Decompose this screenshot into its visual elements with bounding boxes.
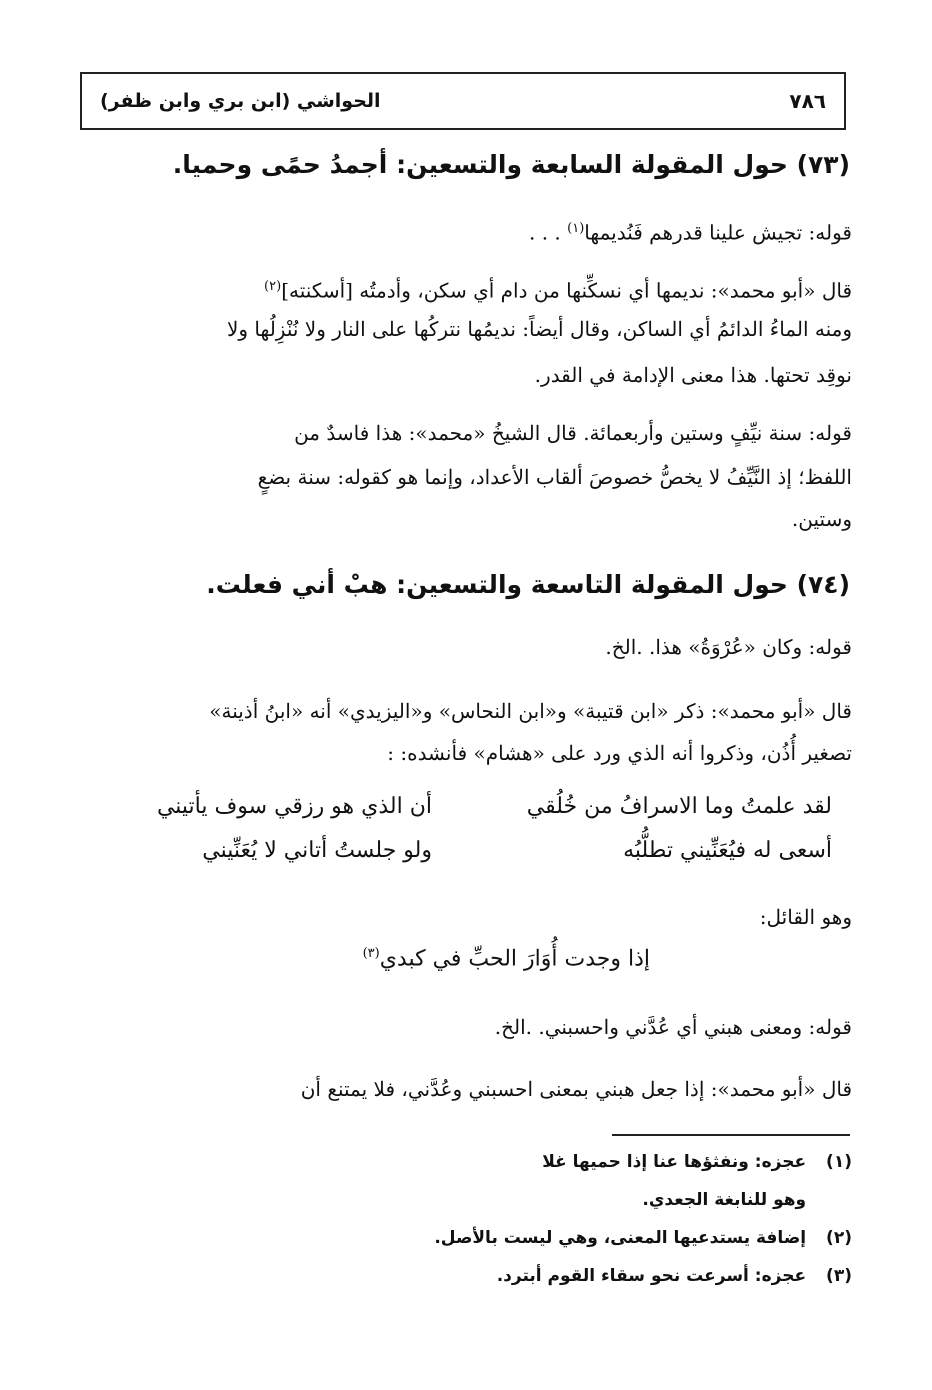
footnote-1 <box>82 1152 852 1172</box>
footnote-1-continued <box>82 1190 852 1210</box>
running-header <box>80 72 846 130</box>
paragraph-73-2-line3: نوقِد تحتها. هذا معنى الإدامة في القدر. <box>534 363 852 387</box>
verse-3-text: إذا وجدت أُوَارَ الحبِّ في كبدي <box>379 946 650 972</box>
footnote-ref-1: (١) <box>567 221 585 236</box>
verse-1-second-hemistich: أن الذي هو رزقي سوف يأتيني <box>156 794 432 819</box>
verse-line-1 <box>82 794 852 840</box>
paragraph-73-3-line3: وستين. <box>791 507 852 531</box>
paragraph-74-2-line1: قال «أبو محمد»: ذكر «ابن قتيبة» و«ابن النحاس» و«اليزيدي» أنه «ابنُ أذينة» <box>209 699 852 723</box>
verse-1-first-hemistich: لقد علمتُ وما الاسرافُ من خُلُقي <box>526 794 832 819</box>
paragraph-73-3-line1: قوله: سنة نيِّفٍ وستين وأربعمائة. قال الشيخُ «محمد»: هذا فاسدٌ من <box>294 421 852 445</box>
footnote-ref-3: (٣) <box>362 946 380 961</box>
verse-line-2 <box>82 838 852 884</box>
paragraph-74-1: قوله: وكان «عُرْوَةُ» هذا. .الخ. <box>605 635 852 659</box>
paragraph-74-2-line2: تصغير أُذُن، وذكروا أنه الذي ورد على «هشام» فأنشده: : <box>387 741 852 765</box>
paragraph-74-3: وهو القائل: <box>759 905 852 929</box>
section-heading-74: (٧٤) حول المقولة التاسعة والتسعين: هبْ أني فعلت. <box>206 570 850 599</box>
verse-2-first-hemistich: أسعى له فيُعَنِّيني تطلُّبُه <box>623 838 832 863</box>
verse-2-second-hemistich: ولو جلستُ أتاني لا يُعَنِّيني <box>202 838 432 863</box>
running-title: الحواشي (ابن بري وابن ظفر) <box>100 90 381 112</box>
paragraph-73-1 <box>82 206 852 256</box>
section-heading-73: (٧٣) حول المقولة السابعة والتسعين: أجمدُ حمًى وحميا. <box>172 150 850 179</box>
footnote-text: وهو للنابغة الجعدي. <box>642 1190 807 1210</box>
footnote-text: عجزه: أسرعت نحو سقاء القوم أبترد. <box>496 1266 807 1286</box>
footnote-text: إضافة يستدعيها المعنى، وهي ليست بالأصل. <box>434 1228 807 1248</box>
paragraph-74-5: قال «أبو محمد»: إذا جعل هبني بمعنى احسبني وعُدَّني، فلا يمتنع أن <box>300 1077 852 1101</box>
footnote-2 <box>82 1228 852 1248</box>
paragraph-74-4: قوله: ومعنى هبني أي عُدَّني واحسبني. .الخ. <box>494 1015 852 1039</box>
footnote-text: عجزه: ونفثؤها عنا إذا حميها غلا <box>542 1152 807 1172</box>
footnote-number: (٣) <box>826 1266 852 1286</box>
text: قوله: تجيش علينا قدرهم فَنُديمها <box>584 220 852 245</box>
paragraph-73-3-line2: اللفظ؛ إذ النَّيِّفُ لا يخصُّ خصوصَ ألقاب الأعداد، وإنما هو كقوله: سنة بضعٍ <box>257 465 852 489</box>
text: قال «أبو محمد»: نديمها أي نسكِّنها من دام أي سكن، وأدمتُه [أسكنته] <box>281 278 852 303</box>
paragraph-73-2-line2: ومنه الماءُ الدائمُ أي الساكن، وقال أيضاً: نديمُها نتركُها على النار ولا نُنْزِلُها ولا <box>226 317 852 341</box>
footnote-number: (١) <box>826 1152 852 1172</box>
footnote-ref-2: (٢) <box>264 279 282 294</box>
footnote-separator <box>612 1134 850 1136</box>
footnote-3 <box>82 1266 852 1286</box>
footnote-number: (٢) <box>826 1228 852 1248</box>
text-tail: . . . <box>528 220 568 245</box>
page-number: ٧٨٦ <box>789 89 826 113</box>
verse-line-3 <box>363 946 650 971</box>
